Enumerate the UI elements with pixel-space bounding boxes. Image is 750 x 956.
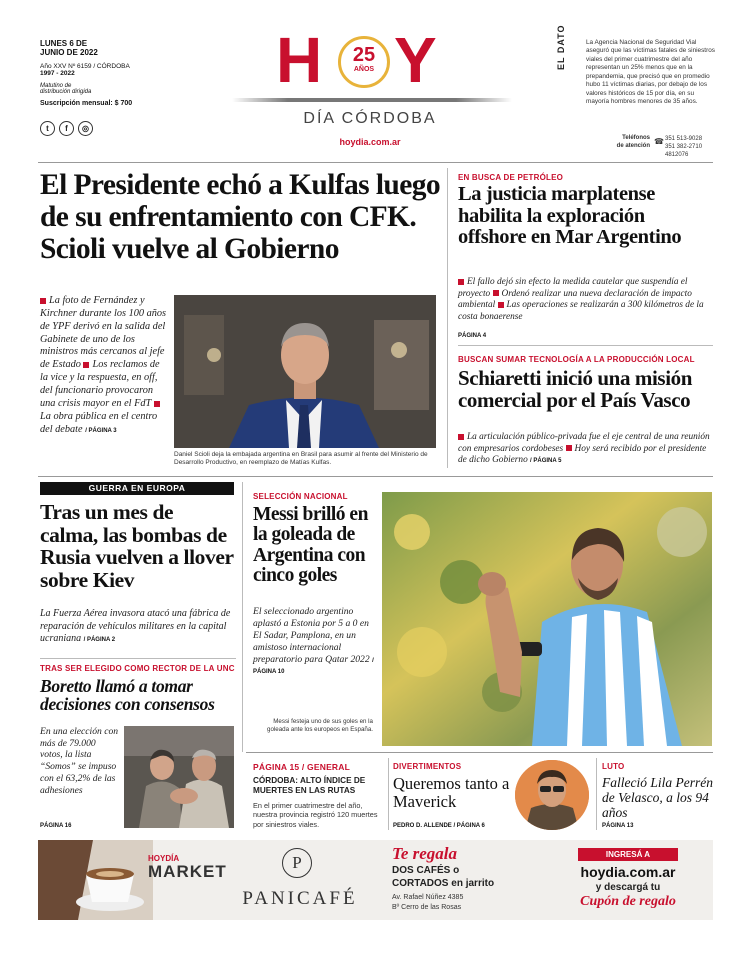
- website-link[interactable]: hoydia.com.ar: [339, 137, 401, 147]
- phones-label-2: de atención: [616, 142, 650, 149]
- cta-site[interactable]: hoydia.com.ar: [580, 864, 676, 880]
- panicafe-letter: P: [292, 853, 302, 872]
- divider: [458, 345, 713, 346]
- messi-caption: Messi festeja uno de sus goles en la goleada ante los europeos en España.: [267, 718, 373, 734]
- bullet: [498, 302, 504, 308]
- tagline-1: Matutino de: [40, 82, 72, 89]
- messi-photo: [382, 492, 712, 746]
- logo-letter-y: Y: [394, 24, 437, 96]
- boretto-headline[interactable]: Boretto llamó a tomar decisiones con consensos: [40, 676, 215, 715]
- messi-headline[interactable]: Messi brilló en la goleada de Argentina con cinco goles: [253, 504, 368, 587]
- maverick-photo: [515, 760, 589, 830]
- phones-label-1: Teléfonos: [622, 135, 650, 141]
- subscription-price: Suscripción mensual: $ 700: [40, 99, 133, 107]
- war-headline[interactable]: Tras un mes de calma, las bombas de Rusia vuelven a llover sobre Kiev: [40, 500, 234, 592]
- column-divider: [242, 482, 243, 752]
- offer-line-2: CORTADOS en jarrito: [392, 878, 495, 889]
- bullet: [154, 401, 160, 407]
- years-line: 1997 - 2022: [40, 69, 75, 77]
- maverick-illustration: [515, 760, 589, 830]
- address-line-2: Bº Cerro de las Rosas: [392, 904, 462, 911]
- instagram-icon[interactable]: ◎: [78, 121, 93, 136]
- main-story-body: La foto de Fernández y Kirchner durante los 100 años de YPF derivó en la salida del Gabinete de uno de los ministros más cercanos al jefe de Estado Los reclamos de la vice y la respuesta, en off, del funcionario provocaron una crisis mayor en el FdT La obra pública en el centro del debate / PÁGINA 3: [40, 295, 167, 435]
- war-body: La Fuerza Aérea invasora atacó una fábrica de reparación de vehículos militares en la capital ucraniana / PÁGINA 2: [40, 608, 231, 644]
- scioli-photo: [174, 295, 436, 448]
- logo-25: 25: [352, 44, 376, 66]
- address-line-1: Av. Rafael Núñez 4385: [392, 894, 464, 901]
- bullet: [40, 298, 46, 304]
- masthead-divider: [38, 162, 713, 163]
- date-line-1: LUNES 6 DE: [40, 39, 88, 48]
- bullet: [83, 362, 89, 368]
- phone-2[interactable]: 351 382-2710: [665, 144, 703, 151]
- facebook-icon[interactable]: f: [59, 121, 74, 136]
- messi-kicker: SELECCIÓN NACIONAL: [253, 492, 348, 501]
- el-dato-text: La Agencia Nacional de Seguridad Vial aseguró que las víctimas fatales de siniestros viales del primer cuatrimestre del año representan un 25% menos que en la prepandemia, que precisó que en promedio hubo 11 víctimas diarias, por debajo de los valores históricos de 15 por día, en su mayoría hombres menores de 35 años.: [586, 39, 715, 106]
- section-divider: [246, 752, 713, 753]
- luto-headline[interactable]: Falleció Lila Perrén de Velasco, a los 94 años: [602, 775, 713, 821]
- logo-25-badge: [338, 36, 390, 88]
- offer-line-1: DOS CAFÉS o: [392, 865, 460, 876]
- masthead-left: [40, 40, 180, 136]
- road-headline[interactable]: CÓRDOBA: ALTO ÍNDICE DE MUERTES EN LAS RUTAS: [253, 776, 366, 796]
- maverick-byline[interactable]: PEDRO D. ALLENDE / PÁGINA 6: [393, 823, 485, 829]
- logo-anos: AÑOS: [353, 66, 375, 73]
- column-divider: [388, 758, 389, 830]
- bullet: [458, 279, 464, 285]
- cta-badge: [578, 848, 678, 861]
- cta-coupon[interactable]: Cupón de regalo: [580, 894, 676, 909]
- tagline-2: distribución dirigida: [40, 88, 92, 95]
- bullet: [493, 290, 499, 296]
- phone-icon: ☎: [654, 137, 664, 146]
- twitter-icon[interactable]: t: [40, 121, 55, 136]
- maverick-kicker: DIVERTIMENTOS: [393, 762, 462, 771]
- date-line-2: JUNIO DE 2022: [40, 47, 98, 57]
- logo-letter-h: H: [276, 24, 323, 96]
- market-label: MARKET: [148, 862, 227, 881]
- cta-line: y descargá tu: [595, 882, 661, 893]
- market-top: HOYDÍA: [148, 854, 180, 863]
- column-divider: [596, 758, 597, 830]
- boretto-illustration: [124, 726, 234, 828]
- boretto-page-ref[interactable]: PÁGINA 16: [40, 823, 72, 829]
- messi-body: El seleccionado argentino aplastó a Estonia por 5 a 0 en El Sadar, Pamplona, en un amistoso internacional preparatorio para Qatar 2022 / PÁGINA 10: [253, 606, 374, 676]
- war-kicker: GUERRA EN EUROPA: [88, 483, 186, 493]
- oil-headline[interactable]: La justicia marplatense habilita la exploración offshore en Mar Argentino: [458, 183, 682, 249]
- main-page-ref[interactable]: / PÁGINA 3: [85, 427, 117, 434]
- te-regala: Te regala: [392, 844, 458, 863]
- bullet: [566, 445, 572, 451]
- schiaretti-kicker: BUSCAN SUMAR TECNOLOGÍA A LA PRODUCCIÓN LOCAL: [458, 355, 695, 364]
- el-dato-label: EL DATO: [556, 24, 566, 70]
- panicafe-brand: PANICAFÉ: [242, 888, 358, 909]
- scioli-illustration: [174, 295, 436, 448]
- social-links: [40, 121, 180, 136]
- luto-page-ref[interactable]: PÁGINA 13: [602, 823, 634, 829]
- road-body: En el primer cuatrimestre del año, nuestra provincia registró 120 muertes por siniestros viales.: [253, 801, 378, 829]
- messi-illustration: [382, 492, 712, 746]
- column-divider: [447, 168, 448, 468]
- schiaretti-headline[interactable]: Schiaretti inició una misión comercial por el País Vasco: [458, 366, 693, 413]
- boretto-photo: [124, 726, 234, 828]
- schiaretti-page-ref[interactable]: / PÁGINA 5: [530, 458, 562, 465]
- maverick-headline[interactable]: Queremos tanto a Maverick: [393, 774, 510, 811]
- war-page-ref[interactable]: / PÁGINA 2: [83, 637, 116, 643]
- boretto-kicker: TRAS SER ELEGIDO COMO RECTOR DE LA UNC: [40, 664, 235, 673]
- coffee-photo: [38, 840, 153, 920]
- logo-swoosh: [232, 98, 512, 102]
- war-kicker-bar: [40, 482, 234, 495]
- divider: [40, 658, 236, 659]
- edition-name: DÍA CÓRDOBA: [303, 110, 437, 127]
- oil-body: El fallo dejó sin efecto la medida cautelar que suspendía el proyecto Ordenó realizar una nueva declaración de impacto ambiental Las operaciones se realizarán a 300 kilómetros de la costa bonaerense: [458, 277, 704, 322]
- coffee-illustration: [38, 840, 153, 920]
- road-kicker: PÁGINA 15 / GENERAL: [253, 762, 351, 772]
- luto-kicker: LUTO: [602, 762, 625, 771]
- panicafe-logo-mark: [282, 848, 312, 878]
- oil-page-ref[interactable]: PÁGINA 4: [458, 333, 487, 339]
- logo[interactable]: [268, 24, 468, 96]
- issue-line: Año XXV Nº 6159 / CÓRDOBA: [40, 62, 130, 70]
- main-headline[interactable]: El Presidente echó a Kulfas luego de su enfrentamiento con CFK. Scioli vuelve al Gobierno: [40, 169, 441, 265]
- bullet: [458, 434, 464, 440]
- phone-3[interactable]: 4812076: [665, 152, 689, 159]
- boretto-body: En una elección con más de 79.000 votos, la lista “Somos” se impuso con el 63,2% de las adhesiones: [40, 726, 119, 796]
- schiaretti-body: La articulación público-privada fue el eje central de una reunión con empresarios cordobeses Hoy será recibido por el presidente de dicho Gobierno / PÁGINA 5: [458, 432, 710, 466]
- oil-kicker: EN BUSCA DE PETRÓLEO: [458, 173, 564, 182]
- cta-badge-text: INGRESÁ A: [605, 850, 651, 859]
- scioli-caption: Daniel Scioli deja la embajada argentina en Brasil para asumir al frente del Ministerio de Desarrollo Productivo, en reemplazo de Matías Kulfas.: [174, 451, 428, 467]
- ad-banner[interactable]: [38, 840, 713, 920]
- phone-1[interactable]: 351 513-9028: [665, 136, 703, 142]
- messi-page-ref[interactable]: / PÁGINA 10: [253, 657, 374, 676]
- section-divider: [38, 476, 713, 477]
